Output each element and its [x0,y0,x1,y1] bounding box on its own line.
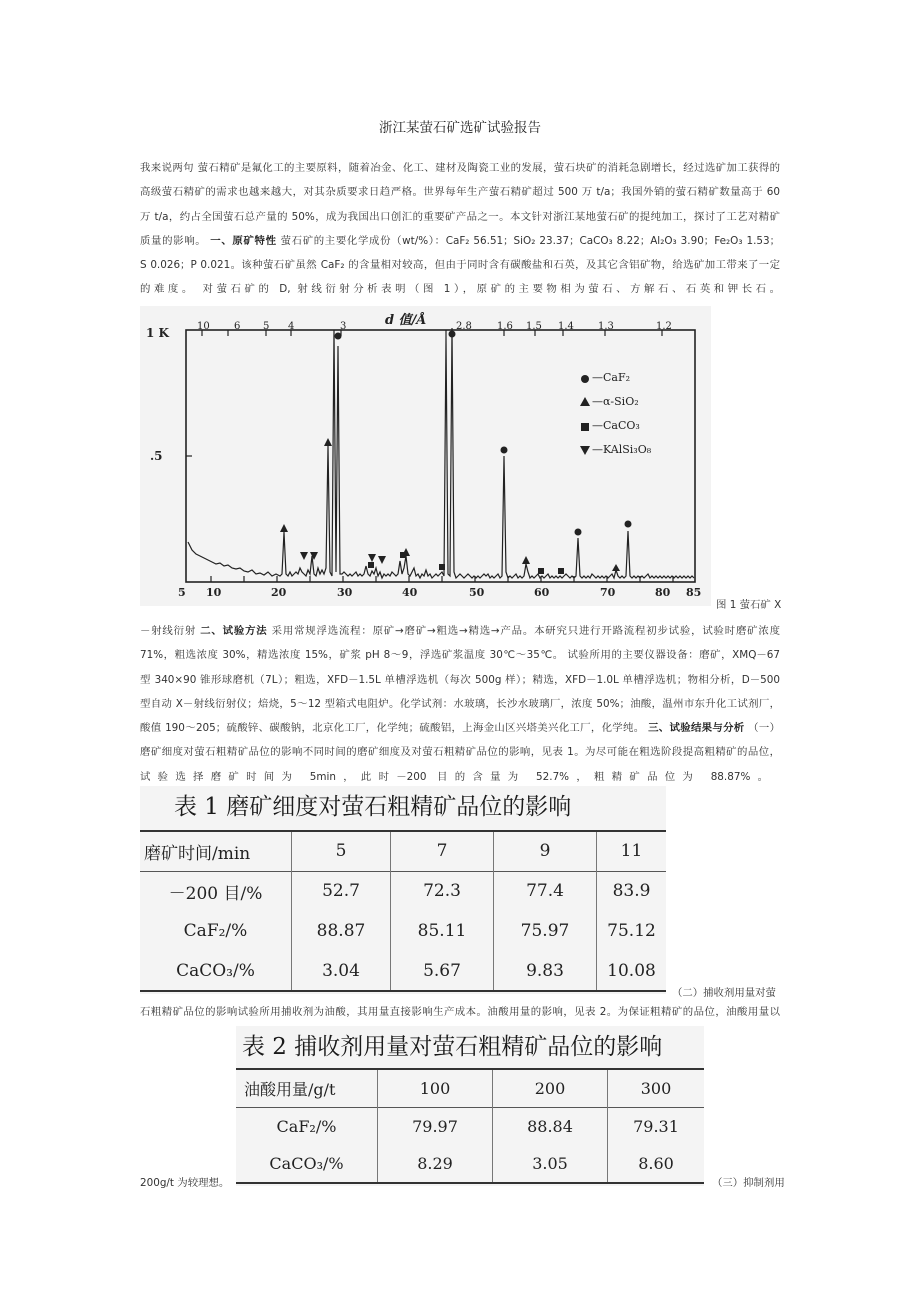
table-cell: 9 [494,831,597,871]
table-cell: 11 [620,841,643,862]
bottom-tick-label: 50 [469,586,485,599]
top-tick-label: 4 [288,321,295,332]
figure-caption: 图 1 萤石矿 X [716,599,782,611]
method-paragraph [140,619,780,789]
table-cell: 8.29 [378,1145,493,1183]
table-cell: －200 目/% [140,871,292,911]
table-row [140,951,666,991]
text-line [140,229,780,253]
text-line: 万 t/a，约占全国萤石总产量的 50%，成为我国出口创汇的重要矿产品之一。本文针对浙江某地萤石矿的提纯加工，探讨了工艺对精矿 [140,210,780,223]
table-cell: 300 [640,1078,672,1098]
legend-label-caco3: —CaCO₃ [592,419,640,432]
table-cell: CaCO₃/% [140,951,292,991]
table-cell: 磨矿时间/min [140,831,292,871]
text-line: 71%，粗选浓度 30%，精选浓度 15%，矿浆 pH 8～9，浮选矿浆温度 30℃～35℃。 试验所用的主要仪器设备：磨矿，XMQ－67 [140,649,780,662]
top-tick-label: 1.4 [558,321,574,332]
text-line: 石粗精矿品位的影响试验所用捕收剂为油酸，其用量直接影响生产成本。油酸用量的影响，见表 2。为保证粗精矿的品位，油酸用量以 [140,1006,780,1018]
text-span: 酸值 190～205；硫酸锌、碳酸钠，北京化工厂，化学纯；硫酸铝，上海金山区兴塔美兴化工厂，化学纯。 [140,722,649,735]
legend-symbols [580,375,590,455]
table2-title: 表 2 捕收剂用量对萤石粗精矿品位的影响 [242,1034,663,1060]
table-row [140,911,666,951]
text-inline-left: 200g/t 为较理想。 [140,1177,230,1189]
table1-title: 表 1 磨矿细度对萤石粗精矿品位的影响 [174,794,572,820]
section-heading: 二、试验方法 [200,625,268,637]
top-tick-label: 1.2 [656,321,672,332]
table-row [236,1107,704,1145]
xrd-figure [140,306,711,606]
text-inline-right: （三）抑制剂用 [712,1177,785,1189]
text-inline-right: （二）捕收剂用量对萤 [672,987,776,999]
table-cell: 52.7 [292,871,391,911]
top-tick-label: 5 [263,321,270,332]
page-title: 浙江某萤石矿选矿试验报告 [379,120,541,136]
table1 [140,830,666,992]
y-label-top: 1 K [146,326,169,340]
text-span: 萤石矿的主要化学成份（wt/%）：CaF₂ 56.51；SiO₂ 23.37；CaCO₃ 8.22；Al₂O₃ 3.90；Fe₂O₃ 1.53； [276,234,781,247]
table-cell: 5 [292,831,391,871]
table-cell: 10.08 [607,960,656,981]
legend-label-caf2: —CaF₂ [592,371,631,384]
top-tick-label: 3 [340,321,347,332]
table-cell: 5.67 [391,951,494,991]
legend-label-sio2: —α-SiO₂ [592,395,639,408]
text-line [140,619,780,643]
table-cell: 3.05 [493,1145,608,1183]
text-line: 磨矿细度对萤石粗精矿品位的影响不同时间的磨矿细度及对萤石粗精矿品位的影响，见表 1。为尽可能在粗选阶段提高粗精矿的品位， [140,746,780,759]
top-tick-label: 6 [234,321,241,332]
text-span: 采用常规浮选流程：原矿→磨矿→粗选→精选→产品。本研究只进行开路流程初步试验，试验时磨矿浓度 [267,625,781,637]
text-span: 质量的影响。 [140,234,211,247]
table-cell: 75.97 [494,911,597,951]
table-cell: 7 [391,831,494,871]
bottom-tick-label: 85 [686,586,702,599]
table1-image [140,786,666,994]
table-cell: CaF₂/% [140,911,292,951]
text-span: －射线衍射 [140,625,201,637]
top-tick-marks [202,330,662,336]
table-cell: 88.84 [493,1107,608,1145]
table-cell: 79.97 [378,1107,493,1145]
text-line: 试验选择磨矿时间为 5min，此时－200 目的含量为 52.7%，粗精矿品位为 88.87%。 [140,770,768,783]
table-cell: 3.04 [292,951,391,991]
table-cell: 85.11 [391,911,494,951]
bottom-tick-label: 80 [655,586,671,599]
table2-image [236,1026,704,1186]
text-line [140,716,780,740]
table-cell: 88.87 [292,911,391,951]
table-cell: 75.12 [607,921,656,941]
bottom-tick-label: 5 [178,586,186,599]
table2 [236,1068,704,1184]
legend-label-kalsi3o8: —KAlSi₃O₈ [592,443,652,456]
section-heading: 一、原矿特性 [210,234,277,247]
table-cell: 200 [493,1069,608,1107]
table-header-row [140,831,666,871]
table-cell: CaCO₃/% [236,1145,378,1183]
intro-paragraph [140,156,780,302]
table-cell: 9.83 [494,951,597,991]
text-line: 型自动 X－射线衍射仪；焙烧，5～12 型箱式电阻炉。化学试剂：水玻璃，长沙水玻璃厂，浓度 50%；油酸，温州市东升化工试剂厂， [140,697,780,710]
bottom-tick-label: 60 [534,586,550,599]
bottom-tick-label: 30 [337,586,353,599]
bottom-tick-label: 70 [600,586,616,599]
text-line: 高级萤石精矿的需求也越来越大，对其杂质要求日趋严格。世界每年生产萤石精矿超过 500 万 t/a；我国外销的萤石精矿数量高于 60 [140,186,780,199]
xrd-chart [140,306,711,606]
top-tick-label: 1.5 [526,321,542,332]
bottom-tick-label: 10 [206,586,222,599]
table-header-row [236,1069,704,1107]
plot-frame [186,330,695,582]
text-line: S 0.026；P 0.021。该种萤石矿虽然 CaF₂ 的含量相对较高，但由于同时含有碳酸盐和石英，及其它含铝矿物，给选矿加工带来了一定 [140,259,780,272]
top-tick-label: 2.8 [456,321,472,332]
table-cell: 79.31 [633,1116,679,1136]
table-cell: 72.3 [391,871,494,911]
top-tick-label: 10 [197,321,210,332]
text-span: （一） [744,722,780,735]
y-label-mid: .5 [150,449,163,463]
table-cell: 77.4 [494,871,597,911]
text-line: 的难度。 对萤石矿的 D, 射线衍射分析表明（图 1），原矿的主要物相为萤石、方解石、石英和钾长石。 [140,283,780,296]
table-cell: CaF₂/% [236,1107,378,1145]
table-cell: 油酸用量/g/t [236,1069,378,1107]
top-tick-label: 1.6 [497,321,513,332]
table-row [236,1145,704,1183]
text-line: 型 340×90 锥形球磨机（7L）；粗选，XFD－1.5L 单槽浮选机（每次 500g 样）；精选，XFD－1.0L 单槽浮选机；物相分析，D－500 [140,673,780,686]
table-cell: 8.60 [638,1154,674,1173]
table-cell: 100 [378,1069,493,1107]
bottom-tick-label: 40 [402,586,418,599]
section-heading: 三、试验结果与分析 [648,722,745,735]
bottom-tick-label: 20 [271,586,287,599]
table-cell: 83.9 [612,881,651,902]
table-row [140,871,666,911]
axis-label-d-value: d 值/Å [385,313,427,328]
top-tick-label: 1.3 [598,321,614,332]
text-line: 我来说两句 萤石精矿是氟化工的主要原料，随着冶金、化工、建材及陶瓷工业的发展，萤石块矿的消耗急剧增长，经过选矿加工获得的 [140,162,780,174]
